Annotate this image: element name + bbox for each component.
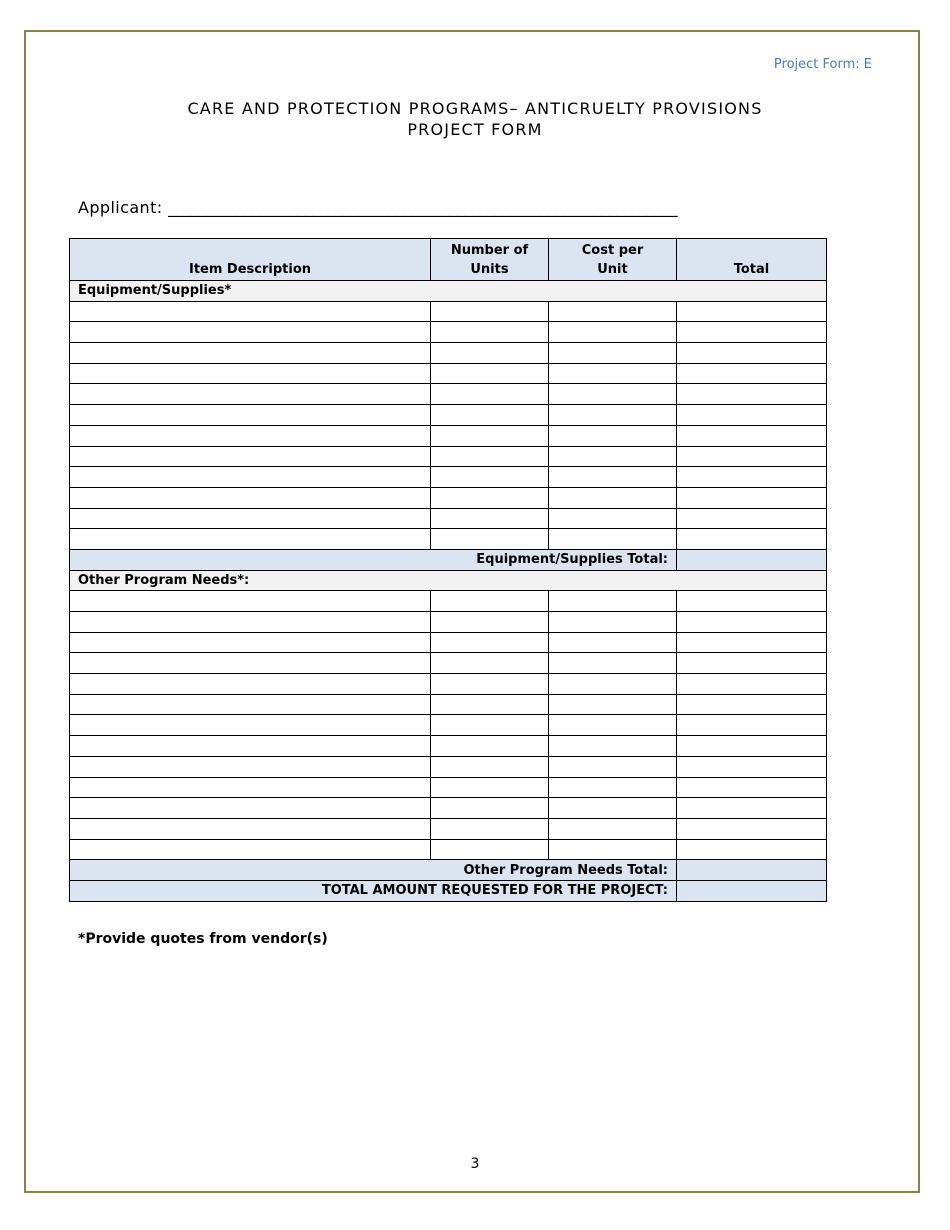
column-header — [70, 239, 431, 281]
item-description-cell[interactable] — [70, 715, 431, 736]
table-row — [70, 508, 827, 529]
form-title-line1: CARE AND PROTECTION PROGRAMS– ANTICRUELTY PROVISIONS — [187, 99, 763, 118]
section-header-row — [70, 570, 827, 591]
number-of-units-cell[interactable] — [431, 363, 549, 384]
table-row — [70, 446, 827, 467]
cost-per-unit-cell[interactable] — [549, 756, 677, 777]
item-description-cell[interactable] — [70, 798, 431, 819]
item-description-cell[interactable] — [70, 632, 431, 653]
number-of-units-cell[interactable] — [431, 446, 549, 467]
total-cell[interactable] — [677, 653, 827, 674]
section-header-row — [70, 281, 827, 302]
number-of-units-cell[interactable] — [431, 487, 549, 508]
number-of-units-cell[interactable] — [431, 632, 549, 653]
column-header-text: Unit — [597, 262, 628, 277]
total-cell[interactable] — [677, 839, 827, 860]
table-row — [70, 798, 827, 819]
cost-per-unit-cell[interactable] — [549, 446, 677, 467]
number-of-units-cell[interactable] — [431, 301, 549, 322]
table-row — [70, 694, 827, 715]
column-header — [549, 239, 677, 281]
number-of-units-cell[interactable] — [431, 322, 549, 343]
item-description-cell[interactable] — [70, 467, 431, 488]
total-cell[interactable] — [677, 632, 827, 653]
number-of-units-cell[interactable] — [431, 405, 549, 426]
cost-per-unit-cell[interactable] — [549, 798, 677, 819]
cost-per-unit-cell[interactable] — [549, 839, 677, 860]
table-row — [70, 736, 827, 757]
total-cell[interactable] — [677, 694, 827, 715]
number-of-units-cell[interactable] — [431, 467, 549, 488]
number-of-units-cell[interactable] — [431, 694, 549, 715]
column-header — [677, 239, 827, 281]
cost-per-unit-cell[interactable] — [549, 818, 677, 839]
total-cell[interactable] — [677, 425, 827, 446]
cost-per-unit-cell[interactable] — [549, 508, 677, 529]
cost-per-unit-cell[interactable] — [549, 487, 677, 508]
total-cell[interactable] — [677, 798, 827, 819]
number-of-units-cell[interactable] — [431, 818, 549, 839]
table-row — [70, 467, 827, 488]
total-cell[interactable] — [677, 508, 827, 529]
cost-per-unit-cell[interactable] — [549, 653, 677, 674]
item-description-cell[interactable] — [70, 446, 431, 467]
table-row — [70, 405, 827, 426]
item-description-cell[interactable] — [70, 756, 431, 777]
grand-total-label: TOTAL AMOUNT REQUESTED FOR THE PROJECT: — [70, 880, 677, 901]
item-description-cell[interactable] — [70, 612, 431, 633]
total-cell[interactable] — [677, 405, 827, 426]
number-of-units-cell[interactable] — [431, 653, 549, 674]
table-body — [70, 281, 827, 902]
cost-per-unit-cell[interactable] — [549, 715, 677, 736]
item-description-cell[interactable] — [70, 487, 431, 508]
number-of-units-cell[interactable] — [431, 591, 549, 612]
total-cell[interactable] — [677, 467, 827, 488]
number-of-units-cell[interactable] — [431, 756, 549, 777]
cost-per-unit-cell[interactable] — [549, 405, 677, 426]
number-of-units-cell[interactable] — [431, 715, 549, 736]
number-of-units-cell[interactable] — [431, 674, 549, 695]
item-description-cell[interactable] — [70, 777, 431, 798]
total-cell[interactable] — [677, 715, 827, 736]
table-header-row — [70, 239, 827, 281]
item-description-cell[interactable] — [70, 384, 431, 405]
cost-per-unit-cell[interactable] — [549, 612, 677, 633]
table-row — [70, 384, 827, 405]
number-of-units-cell[interactable] — [431, 529, 549, 550]
applicant-field[interactable] — [78, 198, 677, 217]
item-description-cell[interactable] — [70, 343, 431, 364]
total-cell[interactable] — [677, 612, 827, 633]
table-row — [70, 425, 827, 446]
cost-per-unit-cell[interactable] — [549, 384, 677, 405]
number-of-units-cell[interactable] — [431, 343, 549, 364]
total-cell[interactable] — [677, 322, 827, 343]
cost-per-unit-cell[interactable] — [549, 322, 677, 343]
table-row — [70, 322, 827, 343]
section-total-row — [70, 549, 827, 570]
cost-per-unit-cell[interactable] — [549, 591, 677, 612]
total-cell[interactable] — [677, 446, 827, 467]
total-cell[interactable] — [677, 384, 827, 405]
section-total-value[interactable] — [677, 549, 827, 570]
cost-per-unit-cell[interactable] — [549, 301, 677, 322]
total-cell[interactable] — [677, 487, 827, 508]
item-description-cell[interactable] — [70, 839, 431, 860]
column-header-text: Units — [470, 262, 509, 277]
budget-table — [69, 238, 827, 902]
column-header-text: Total — [733, 262, 770, 277]
column-header-text: Number of — [450, 243, 529, 258]
table-row — [70, 363, 827, 384]
item-description-cell[interactable] — [70, 591, 431, 612]
number-of-units-cell[interactable] — [431, 508, 549, 529]
item-description-cell[interactable] — [70, 363, 431, 384]
form-title-line2: PROJECT FORM — [407, 120, 543, 139]
item-description-cell[interactable] — [70, 818, 431, 839]
item-description-cell[interactable] — [70, 508, 431, 529]
total-cell[interactable] — [677, 756, 827, 777]
total-cell[interactable] — [677, 529, 827, 550]
grand-total-value[interactable] — [677, 880, 827, 901]
total-cell[interactable] — [677, 674, 827, 695]
table-row — [70, 591, 827, 612]
number-of-units-cell[interactable] — [431, 384, 549, 405]
cost-per-unit-cell[interactable] — [549, 529, 677, 550]
cost-per-unit-cell[interactable] — [549, 694, 677, 715]
section-total-value[interactable] — [677, 860, 827, 881]
column-header-text: Cost per — [581, 243, 644, 258]
column-header — [431, 239, 549, 281]
number-of-units-cell[interactable] — [431, 798, 549, 819]
number-of-units-cell[interactable] — [431, 612, 549, 633]
table-row — [70, 674, 827, 695]
cost-per-unit-cell[interactable] — [549, 777, 677, 798]
table-row — [70, 818, 827, 839]
table-row — [70, 343, 827, 364]
total-cell[interactable] — [677, 363, 827, 384]
total-cell[interactable] — [677, 591, 827, 612]
item-description-cell[interactable] — [70, 653, 431, 674]
section-title: Equipment/Supplies* — [70, 281, 827, 302]
section-total-row — [70, 860, 827, 881]
cost-per-unit-cell[interactable] — [549, 632, 677, 653]
table-row — [70, 777, 827, 798]
table-row — [70, 487, 827, 508]
table-row — [70, 839, 827, 860]
page-number: 3 — [470, 1156, 480, 1172]
table-row — [70, 529, 827, 550]
form-id: Project Form: E — [773, 57, 872, 72]
item-description-cell[interactable] — [70, 322, 431, 343]
item-description-cell[interactable] — [70, 694, 431, 715]
number-of-units-cell[interactable] — [431, 839, 549, 860]
footnote: *Provide quotes from vendor(s) — [78, 931, 328, 947]
number-of-units-cell[interactable] — [431, 736, 549, 757]
table-row — [70, 612, 827, 633]
item-description-cell[interactable] — [70, 736, 431, 757]
section-total-label: Equipment/Supplies Total: — [70, 549, 677, 570]
number-of-units-cell[interactable] — [431, 425, 549, 446]
total-cell[interactable] — [677, 818, 827, 839]
cost-per-unit-cell[interactable] — [549, 343, 677, 364]
item-description-cell[interactable] — [70, 529, 431, 550]
item-description-cell[interactable] — [70, 425, 431, 446]
table-row — [70, 653, 827, 674]
section-title: Other Program Needs*: — [70, 570, 827, 591]
grand-total-row — [70, 880, 827, 901]
total-cell[interactable] — [677, 301, 827, 322]
total-cell[interactable] — [677, 777, 827, 798]
number-of-units-cell[interactable] — [431, 777, 549, 798]
total-cell[interactable] — [677, 343, 827, 364]
item-description-cell[interactable] — [70, 301, 431, 322]
applicant-label: Applicant: — [78, 198, 163, 217]
column-header-text: Item Description — [188, 262, 312, 277]
applicant-input-line[interactable]: ___________________________________________________________________ — [168, 198, 678, 217]
cost-per-unit-cell[interactable] — [549, 467, 677, 488]
cost-per-unit-cell[interactable] — [549, 425, 677, 446]
cost-per-unit-cell[interactable] — [549, 363, 677, 384]
table-row — [70, 301, 827, 322]
item-description-cell[interactable] — [70, 405, 431, 426]
total-cell[interactable] — [677, 736, 827, 757]
table-row — [70, 632, 827, 653]
item-description-cell[interactable] — [70, 674, 431, 695]
cost-per-unit-cell[interactable] — [549, 674, 677, 695]
section-total-label: Other Program Needs Total: — [70, 860, 677, 881]
cost-per-unit-cell[interactable] — [549, 736, 677, 757]
table-row — [70, 756, 827, 777]
table-row — [70, 715, 827, 736]
